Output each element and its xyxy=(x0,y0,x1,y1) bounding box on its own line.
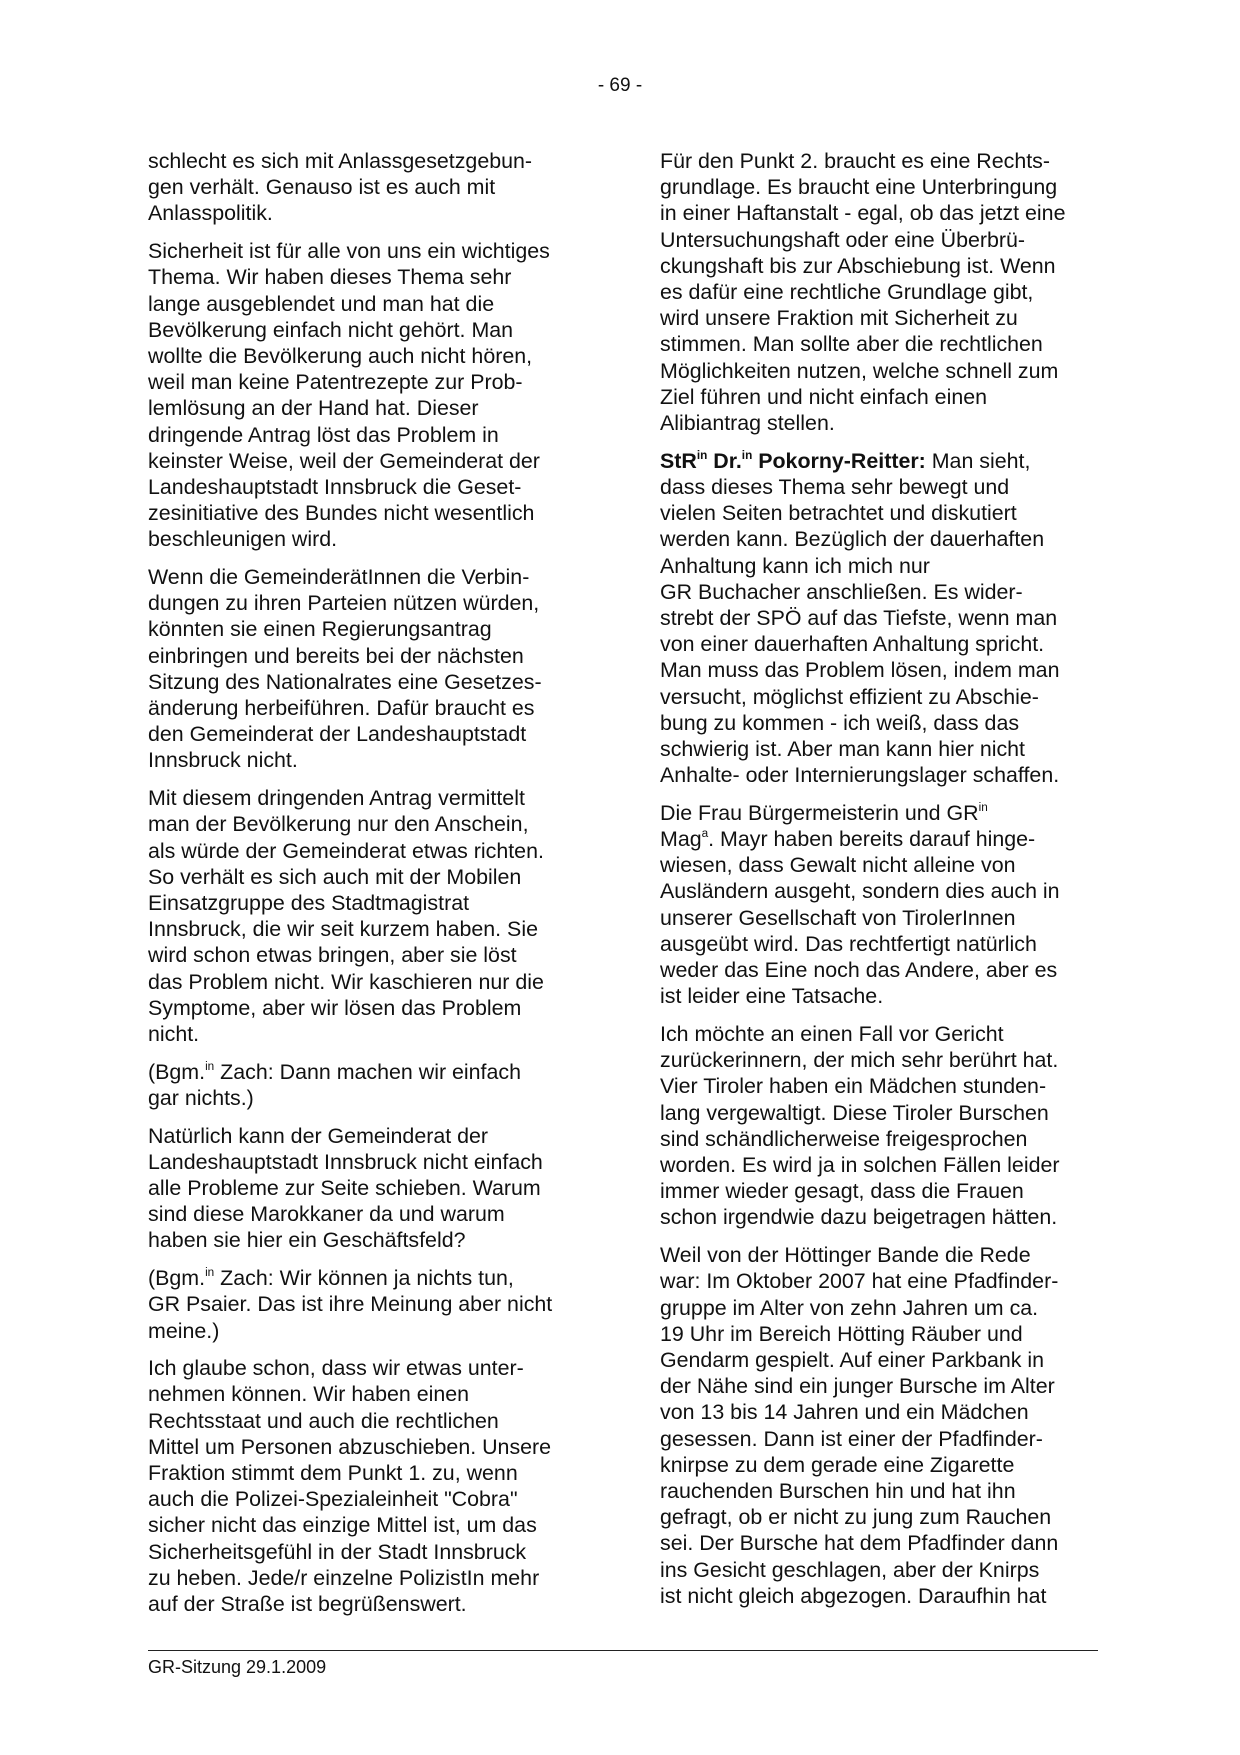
left-paragraph-4: Mit diesem dringenden Antrag vermittelt man der Bevölkerung nur den Anschein, als würde der Gemeinderat etwas richten. So verhält es sich auch mit der Mobilen Einsatzgruppe des Stadtmagistrat Innsbruck, die wir seit kurzem haben. Sie wird schon etwas bringen, aber sie löst das Problem nicht. Wir kaschieren nur die Symptome, aber wir lösen das Problem nicht. xyxy=(148,786,544,1046)
right-paragraph-1: Für den Punkt 2. braucht es eine Rechts- grundlage. Es braucht eine Unterbringung in einer Haftanstalt - egal, ob das jetzt eine Untersuchungshaft oder eine Überbrü- ckungshaft bis zur Abschiebung ist. Wenn es dafür eine rechtliche Grundlage gibt, wird unsere Fraktion mit Sicherheit zu stimmen. Man sollte aber die rechtlichen Möglichkeiten nutzen, welche schnell zum Ziel führen und nicht einfach einen Alibiantrag stellen. xyxy=(660,149,1066,436)
right-column xyxy=(660,148,1110,1620)
interjection-2 xyxy=(148,1265,588,1344)
interjection-2-superscript: in xyxy=(205,1266,215,1280)
speaker-name xyxy=(660,449,926,473)
page-number: - 69 - xyxy=(597,75,643,96)
left-paragraph-3: Wenn die GemeinderätInnen die Verbin- dungen zu ihren Parteien nützen würden, könnten sie einen Regierungsantrag einbringen und bereits bei der nächsten Sitzung des Nationalrates eine Gesetzes- änderung herbeiführen. Dafür braucht es den Gemeinderat der Landeshauptstadt Innsbruck nicht. xyxy=(148,565,542,773)
interjection-1 xyxy=(148,1059,588,1111)
footer-divider xyxy=(148,1650,1098,1651)
speech-text: Man sieht, dass dieses Thema sehr bewegt und vielen Seiten betrachtet und diskutiert werden kann. Bezüglich der dauerhaften Anhaltung kann ich mich nur GR Buchacher anschließen. Es wider- strebt der SPÖ auf das Tiefste, wenn man von einer dauerhaften Anhaltung spricht. Man muss das Problem lösen, indem man versucht, möglichst effizient zu Abschie- bung zu kommen - ich weiß, dass das schwierig ist. Aber man kann hier nicht Anhalte- oder Internierungslager schaffen. xyxy=(660,448,1060,788)
interjection-1-superscript: in xyxy=(205,1059,215,1073)
footer-session-date: GR-Sitzung 29.1.2009 xyxy=(148,1657,327,1677)
speaker-degree-superscript: in xyxy=(741,448,753,462)
left-paragraph-6: Ich glaube schon, dass wir etwas unter- nehmen können. Wir haben einen Rechtsstaat und auch die rechtlichen Mittel um Personen abzuschieben. Unsere Fraktion stimmt dem Punkt 1. zu, wenn auch die Polizei-Spezialeinheit "Cobra" sicher nicht das einzige Mittel ist, um das Sicherheitsgefühl in der Stadt Innsbruck zu heben. Jede/r einzelne PolizistIn mehr auf der Straße ist begrüßenswert. xyxy=(148,1356,552,1617)
speaker-title-superscript: in xyxy=(696,448,708,462)
right-paragraph-3 xyxy=(660,800,1110,1010)
speaker-title: StR xyxy=(660,448,697,473)
interjection-2-text: Zach: Wir können ja nichts tun, GR Psaier. Das ist ihre Meinung aber nicht meine.) xyxy=(148,1266,553,1343)
interjection-2-prefix: (Bgm. xyxy=(148,1266,206,1291)
right-paragraph-3-superscript-2: a xyxy=(701,827,709,841)
right-paragraph-4: Ich möchte an einen Fall vor Gericht zurückerinnern, der mich sehr berührt hat. Vier Tiroler haben ein Mädchen stunden- lang vergewaltigt. Diese Tiroler Burschen sind schändlicherweise freigesprochen worden. Es wird ja in solchen Fällen leider immer wieder gesagt, dass die Frauen schon irgendwie dazu beigetragen hätten. xyxy=(660,1022,1060,1230)
left-paragraph-2: Sicherheit ist für alle von uns ein wichtiges Thema. Wir haben dieses Thema sehr lange ausgeblendet und man hat die Bevölkerung einfach nicht gehört. Man wollte die Bevölkerung auch nicht hören, weil man keine Patentrezepte zur Prob- lemlösung an der Hand hat. Dieser dringende Antrag löst das Problem in keinster Weise, weil der Gemeinderat der Landeshauptstadt Innsbruck die Geset- zesinitiative des Bundes nicht wesentlich beschleunigen wird. xyxy=(148,239,550,552)
left-paragraph-5: Natürlich kann der Gemeinderat der Landeshauptstadt Innsbruck nicht einfach alle Probleme zur Seite schieben. Warum sind diese Marokkaner da und warum haben sie hier ein Geschäftsfeld? xyxy=(148,1123,543,1253)
right-paragraph-3-superscript-1: in xyxy=(978,801,988,815)
left-column xyxy=(148,148,588,1629)
right-paragraph-3-part-3: . Mayr haben bereits darauf hinge- wiesen, dass Gewalt nicht alleine von Ausländern ausgeht, sondern dies auch in unserer Gesellschaft von TirolerInnen ausgeübt wird. Das rechtfertigt natürlich weder das Eine noch das Andere, aber es ist leider eine Tatsache. xyxy=(660,827,1060,1009)
right-paragraph-2 xyxy=(660,448,1110,789)
interjection-1-prefix: (Bgm. xyxy=(148,1059,206,1084)
right-paragraph-5: Weil von der Höttinger Bande die Rede war: Im Oktober 2007 hat eine Pfadfinder- gruppe im Alter von zehn Jahren um ca. 19 Uhr im Bereich Hötting Räuber und Gendarm gespielt. Auf einer Parkbank in der Nähe sind ein junger Bursche im Alter von 13 bis 14 Jahren und ein Mädchen gesessen. Dann ist einer der Pfadfinder- knirpse zu dem gerade eine Zigarette rauchenden Burschen hin und hat ihn gefragt, ob er nicht zu jung zum Rauchen sei. Der Bursche hat dem Pfadfinder dann ins Gesicht geschlagen, aber der Knirps ist nicht gleich abgezogen. Daraufhin hat xyxy=(660,1243,1059,1608)
speaker-surname: Pokorny-Reitter: xyxy=(752,448,926,473)
right-paragraph-3-part-2: Mag xyxy=(660,827,702,852)
left-paragraph-1: schlecht es sich mit Anlassgesetzgebun- gen verhält. Genauso ist es auch mit Anlasspolitik. xyxy=(148,149,533,226)
speaker-degree: Dr. xyxy=(707,448,742,473)
right-paragraph-3-part-1: Die Frau Bürgermeisterin und GR xyxy=(660,800,979,825)
interjection-1-text: Zach: Dann machen wir einfach gar nichts.) xyxy=(148,1059,521,1110)
